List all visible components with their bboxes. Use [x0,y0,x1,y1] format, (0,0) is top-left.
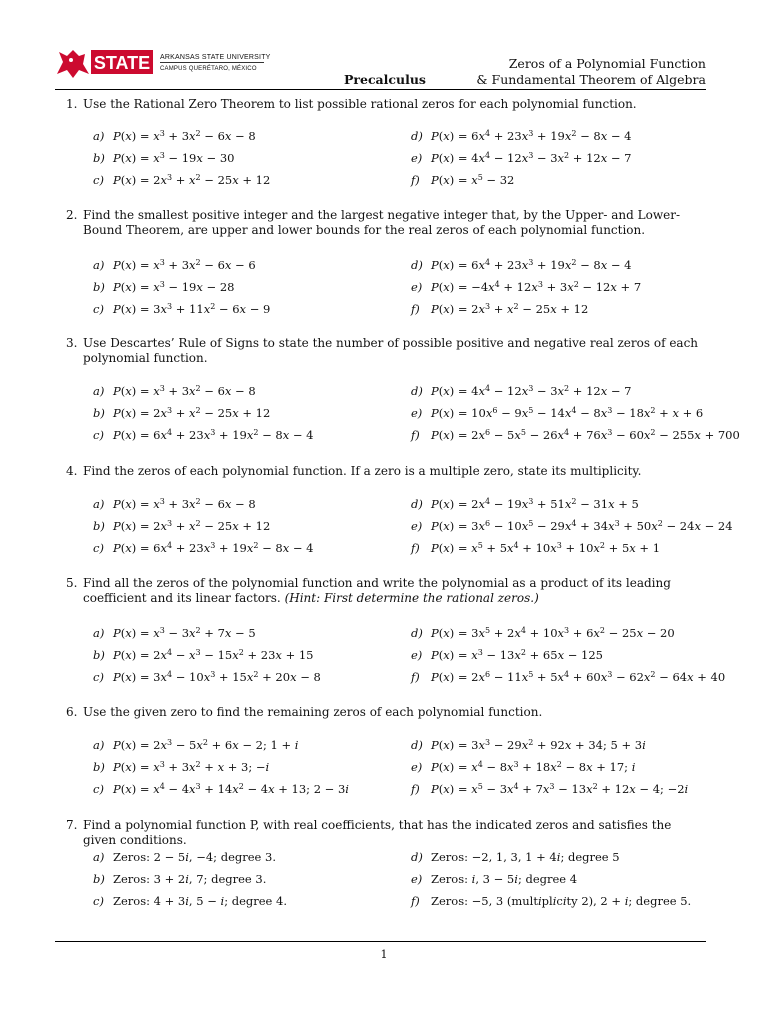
exercise-expression: $P(x) = x^3 - 3x^2 + 7x - 5$ [113,626,256,640]
exercise-expression: $P(x) = 3x^5 + 2x^4 + 10x^3 + 6x^2 - 25x - 20$ [431,626,675,640]
exercise-label: e) [411,872,423,886]
exercise-expression: $P(x) = x^3 - 19x - 28$ [113,280,235,294]
problem-statement [83,208,708,238]
exercise-item [411,541,660,555]
exercise-item [93,670,321,684]
problem-number: 7. [66,818,78,832]
exercise-label: a) [93,258,105,272]
exercise-label: d) [411,738,423,752]
university-divider [160,62,264,63]
problem-hint: (Hint: First determine the rational zeros.) [284,591,539,605]
exercise-expression: $P(x) = x^3 - 13x^2 + 65x - 125$ [431,648,603,662]
problem-statement [83,97,708,112]
exercise-item [93,648,314,662]
exercise-item [93,738,298,752]
exercise-label: c) [93,670,104,684]
exercise-label: d) [411,626,423,640]
exercise-item [93,302,270,316]
exercise-label: c) [93,173,104,187]
exercise-expression: $P(x) = 6x^4 + 23x^3 + 19x^2 - 8x - 4$ [113,541,314,555]
problem-text: Find a polynomial function P, with real coefficients, that has the indicated zeros and satisfies the given conditions. [83,818,672,847]
exercise-label: a) [93,497,105,511]
problem-number: 3. [66,336,78,350]
exercise-expression: $P(x) = x^5 - 3x^4 + 7x^3 - 13x^2 + 12x - 4$; −2i [431,782,689,796]
exercise-item [411,497,639,511]
exercise-expression: $P(x) = 3x^4 - 10x^3 + 15x^2 + 20x - 8$ [113,670,321,684]
exercise-item [93,497,256,511]
exercise-item [93,872,266,886]
exercise-expression: $P(x) = x^4 - 8x^3 + 18x^2 - 8x + 17$; i [431,760,636,774]
exercise-expression: $P(x) = x^3 + 3x^2 - 6x - 6$ [113,258,256,272]
exercise-item [411,670,725,684]
exercise-expression: $P(x) = x^3 + 3x^2 - 6x - 8$ [113,384,256,398]
exercise-item [93,151,234,165]
exercise-item [411,406,703,420]
exercise-label: d) [411,497,423,511]
exercise-label: c) [93,894,104,908]
exercise-item [93,280,234,294]
exercise-label: a) [93,626,105,640]
exercise-expression: Zeros: −5, 3 (multiplicity 2), 2 + i; degree 5. [431,894,692,908]
exercise-expression: $P(x) = x^3 + 3x^2 + x + 3$; −i [113,760,270,774]
problem-text: Use the Rational Zero Theorem to list possible rational zeros for each polynomial function. [83,97,637,111]
exercise-item [411,626,675,640]
exercise-expression: $P(x) = 2x^3 + x^2 - 25x + 12$ [113,519,271,533]
svg-text:STATE: STATE [93,53,151,73]
exercise-label: d) [411,129,423,143]
exercise-item [411,151,632,165]
exercise-item [411,519,733,533]
exercise-expression: $P(x) = 2x^4 - x^3 - 15x^2 + 23x + 15$ [113,648,314,662]
problem-number: 5. [66,576,78,590]
problem-statement [83,705,708,720]
exercise-label: c) [93,428,104,442]
exercise-item [411,872,577,886]
exercise-label: f) [411,670,420,684]
exercise-item [93,258,256,272]
exercise-item [93,406,270,420]
exercise-item [93,173,270,187]
problem-statement [83,336,708,366]
exercise-expression: $P(x) = 4x^4 - 12x^3 - 3x^2 + 12x - 7$ [431,151,632,165]
page-number: 1 [380,948,388,961]
exercise-item [411,648,603,662]
exercise-expression: $P(x) = x^5 + 5x^4 + 10x^3 + 10x^2 + 5x + 1$ [431,541,661,555]
exercise-item [93,782,349,796]
exercise-label: b) [93,280,105,294]
document-title-line2: & Fundamental Theorem of Algebra [476,72,706,87]
exercise-label: e) [411,151,423,165]
exercise-item [411,258,632,272]
exercise-label: b) [93,519,105,533]
exercise-item [93,626,256,640]
university-name: ARKANSAS STATE UNIVERSITY [160,54,271,61]
exercise-label: c) [93,541,104,555]
exercise-expression: $P(x) = 10x^6 - 9x^5 - 14x^4 - 8x^3 - 18x^2 + x + 6$ [431,406,704,420]
exercise-label: b) [93,151,105,165]
exercise-expression: $P(x) = 2x^3 - 5x^2 + 6x - 2$; 1 + i [113,738,299,752]
exercise-item [411,280,641,294]
exercise-label: f) [411,782,420,796]
exercise-label: d) [411,850,423,864]
exercise-expression: $P(x) = -4x^4 + 12x^3 + 3x^2 - 12x + 7$ [431,280,642,294]
document-title-line1: Zeros of a Polynomial Function [508,56,706,71]
exercise-item [411,384,632,398]
exercise-expression: $P(x) = x^3 + 3x^2 - 6x - 8$ [113,497,256,511]
exercise-label: d) [411,384,423,398]
exercise-item [93,384,256,398]
exercise-item [411,738,646,752]
exercise-expression: Zeros: i, 3 − 5i; degree 4 [431,872,578,886]
exercise-expression: $P(x) = x^3 + 3x^2 - 6x - 8$ [113,129,256,143]
problem-text: Find the zeros of each polynomial function. If a zero is a multiple zero, state its multiplicity. [83,464,642,478]
exercise-expression: $P(x) = 2x^6 - 11x^5 + 5x^4 + 60x^3 - 62x^2 - 64x + 40$ [431,670,726,684]
problem-statement [83,464,708,479]
exercise-expression: $P(x) = 3x^3 - 29x^2 + 92x + 34$; 5 + 3i [431,738,646,752]
exercise-label: f) [411,541,420,555]
exercise-label: a) [93,850,105,864]
course-title: Precalculus [344,72,426,87]
exercise-label: b) [93,648,105,662]
exercise-expression: Zeros: 2 − 5i, −4; degree 3. [113,850,276,864]
exercise-item [411,782,688,796]
exercise-expression: $P(x) = 6x^4 + 23x^3 + 19x^2 - 8x - 4$ [431,129,632,143]
exercise-label: e) [411,519,423,533]
exercise-expression: $P(x) = x^4 - 4x^3 + 14x^2 - 4x + 13$; 2 − 3i [113,782,349,796]
exercise-expression: $P(x) = 3x^6 - 10x^5 - 29x^4 + 34x^3 + 50x^2 - 24x - 24$ [431,519,733,533]
exercise-label: a) [93,738,105,752]
exercise-label: e) [411,760,423,774]
exercise-item [411,894,691,908]
problem-number: 4. [66,464,78,478]
exercise-expression: Zeros: 4 + 3i, 5 − i; degree 4. [113,894,287,908]
exercise-item [93,428,314,442]
exercise-label: f) [411,428,420,442]
arkansas-state-logo [55,44,155,80]
exercise-expression: $P(x) = 2x^4 - 19x^3 + 51x^2 - 31x + 5$ [431,497,639,511]
exercise-item [411,850,620,864]
exercise-label: e) [411,406,423,420]
problem-text: Find the smallest positive integer and the largest negative integer that, by the Upper- and Lower-Bound Theorem, are upper and lower bounds for the real zeros of each polynomial function. [83,208,681,237]
exercise-label: e) [411,648,423,662]
exercise-label: f) [411,894,420,908]
exercise-expression: $P(x) = 2x^3 + x^2 - 25x + 12$ [113,406,271,420]
exercise-label: b) [93,872,105,886]
exercise-label: e) [411,280,423,294]
exercise-expression: Zeros: 3 + 2i, 7; degree 3. [113,872,267,886]
exercise-expression: $P(x) = 2x^6 - 5x^5 - 26x^4 + 76x^3 - 60x^2 - 255x + 700$ [431,428,740,442]
footer-rule [55,941,706,942]
exercise-label: c) [93,782,104,796]
exercise-expression: $P(x) = 2x^3 + x^2 - 25x + 12$ [113,173,271,187]
problem-statement [83,576,708,606]
problem-number: 1. [66,97,78,111]
exercise-item [93,760,269,774]
problem-text: Find all the zeros of the polynomial function and write the polynomial as a product of its leading coefficient and its linear factors. [83,576,671,605]
exercise-item [93,519,270,533]
exercise-item [411,129,632,143]
exercise-expression: $P(x) = 6x^4 + 23x^3 + 19x^2 - 8x - 4$ [431,258,632,272]
exercise-label: a) [93,384,105,398]
exercise-item [93,894,287,908]
exercise-label: b) [93,760,105,774]
problem-number: 6. [66,705,78,719]
exercise-item [411,428,740,442]
exercise-label: a) [93,129,105,143]
exercise-expression: $P(x) = 2x^3 + x^2 - 25x + 12$ [431,302,589,316]
exercise-expression: $P(x) = x^3 - 19x - 30$ [113,151,235,165]
exercise-label: b) [93,406,105,420]
problem-statement [83,818,708,848]
exercise-item [411,302,588,316]
exercise-item [93,850,276,864]
exercise-expression: $P(x) = 4x^4 - 12x^3 - 3x^2 + 12x - 7$ [431,384,632,398]
exercise-label: f) [411,302,420,316]
campus-name: CAMPUS QUERÉTARO, MÉXICO [160,66,257,72]
exercise-label: d) [411,258,423,272]
exercise-expression: $P(x) = 3x^3 + 11x^2 - 6x - 9$ [113,302,271,316]
exercise-item [411,760,635,774]
exercise-item [93,129,256,143]
exercise-item [93,541,314,555]
exercise-label: c) [93,302,104,316]
problem-text: Use Descartes’ Rule of Signs to state the number of possible positive and negative real zeros of each polynomial function. [83,336,699,365]
exercise-expression: $P(x) = x^5 - 32$ [431,173,515,187]
exercise-label: f) [411,173,420,187]
exercise-item [411,173,514,187]
problem-text: Use the given zero to find the remaining zeros of each polynomial function. [83,705,543,719]
problem-number: 2. [66,208,78,222]
header-rule [55,89,706,90]
exercise-expression: $P(x) = 6x^4 + 23x^3 + 19x^2 - 8x - 4$ [113,428,314,442]
exercise-expression: Zeros: −2, 1, 3, 1 + 4i; degree 5 [431,850,620,864]
